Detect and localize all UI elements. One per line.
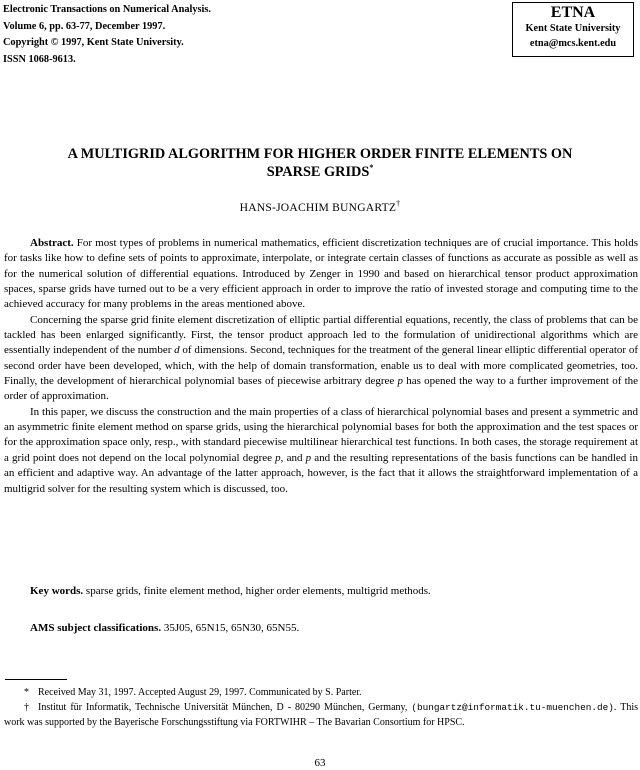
footnotes — [4, 685, 638, 730]
journal-name: Electronic Transactions on Numerical Analysis. — [3, 4, 211, 15]
abstract-paragraph-3 — [4, 405, 638, 497]
abstract-p2-b: of dimensions. Second, techniques for the treatment of the general linear elliptic differential operator of second order have been developed, which, with the help of domain transformation, enable us to deal with more complicated geometries, too. Finally, the development of hierarchical polynomial bases of piecewise arbitrary degree — [4, 344, 638, 388]
etna-logo-box — [512, 2, 634, 57]
math-var-p: p — [397, 375, 404, 388]
abstract — [4, 236, 638, 497]
journal-header — [3, 2, 211, 69]
footnote-2-mark: † — [24, 702, 29, 713]
journal-issn: ISSN 1068-9613. — [3, 54, 76, 66]
keywords — [30, 584, 431, 598]
footnote-2-email[interactable]: (bungartz@informatik.tu-muenchen.de) — [411, 702, 614, 713]
journal-copyright: Copyright © 1997, Kent State University. — [3, 37, 184, 49]
etna-name: ETNA — [550, 4, 596, 21]
abstract-p2-c: has opened the way to a further improvement of the order of approximation. — [4, 375, 639, 403]
author — [0, 201, 640, 215]
journal-volume: Volume 6, pp. 63-77, December 1997. — [3, 20, 166, 32]
abstract-p1-text: For most types of problems in numerical mathematics, efficient discretization techniques are of crucial importance. This holds for tasks like how to define sets of points to approximate, interpolate, or integrate certain classes of functions as accurate as possible as well as for the numerical solution of differential equations. Introduced by Zenger in 1990 and based on hierarchical tensor product approximation spaces, sparse grids have turned out to be a very efficient approach in order to improve the ratio of invested storage and computing time to the achieved accuracy for many problems in the areas mentioned above. — [4, 237, 639, 311]
footnote-1 — [4, 685, 638, 700]
ams-classifications — [30, 621, 299, 635]
author-name: HANS-JOACHIM BUNGARTZ — [239, 201, 397, 214]
math-var-p: p — [305, 451, 312, 464]
title-line-1: A MULTIGRID ALGORITHM FOR HIGHER ORDER FINITE ELEMENTS ON — [67, 146, 573, 162]
footnote-2-cont: . This work was supported by the Bayerische Forschungsstiftung via FORTWIHR – The Bavarian Consortium for HPSC. — [4, 702, 639, 728]
keywords-text: sparse grids, finite element method, higher order elements, multigrid methods. — [85, 585, 431, 597]
title-line-2 — [0, 164, 640, 182]
page-number: 63 — [314, 757, 326, 769]
math-var-d: d — [174, 344, 180, 357]
author-footnote-mark: † — [396, 199, 401, 209]
abstract-p2-a: Concerning the sparse grid finite element discretization of elliptic partial differential equations, recently, the class of problems that can be tackled has been enlarged significantly. First, the tensor product approach led to the formulation of unidirectional algorithms which are essentially independent of the number — [4, 313, 638, 357]
title-footnote-mark: * — [369, 162, 374, 172]
footnote-2-text: Institut für Informatik, Technische Universität München, D - 80290 München, Germany, — [38, 702, 408, 713]
math-var-p: p — [275, 451, 281, 464]
abstract-paragraph-1 — [4, 236, 638, 313]
etna-email[interactable]: etna@mcs.kent.edu — [529, 37, 617, 49]
paper-title — [0, 146, 640, 181]
abstract-p3-a: In this paper, we discuss the construction and the main properties of a class of hierarchical polynomial bases and present a symmetric and an asymmetric finite element method on sparse grids, using the hierarchical polynomial bases for both the approximation and the test spaces or for the approximation space only, resp., with standard piecewise multilinear hierarchical test functions. In both cases, the storage requirement at a grid point does not depend on the local polynomial degree — [4, 405, 638, 464]
footnote-1-text: Received May 31, 1997. Accepted August 29, 1997. Communicated by S. Parter. — [38, 687, 362, 698]
etna-institution: Kent State University — [525, 23, 621, 34]
footnote-2 — [4, 700, 638, 730]
footnote-rule — [5, 679, 67, 680]
keywords-label: Key words. — [30, 585, 84, 597]
abstract-p3-b: , and — [280, 451, 306, 464]
ams-label: AMS subject classifications. — [30, 622, 162, 634]
footnote-1-mark: * — [24, 687, 29, 698]
abstract-label: Abstract. — [30, 237, 74, 249]
title-line-2-text: SPARSE GRIDS — [266, 163, 370, 180]
abstract-p3-c: and the resulting representations of the basis functions can be handled in an efficient and adaptive way. An advantage of the latter approach, however, is the fact that it allows the straightforward implementation of a multigrid solver for the resulting system which is discussed, too. — [4, 451, 638, 495]
ams-text: 35J05, 65N15, 65N30, 65N55. — [163, 622, 300, 634]
abstract-paragraph-2 — [4, 313, 638, 405]
